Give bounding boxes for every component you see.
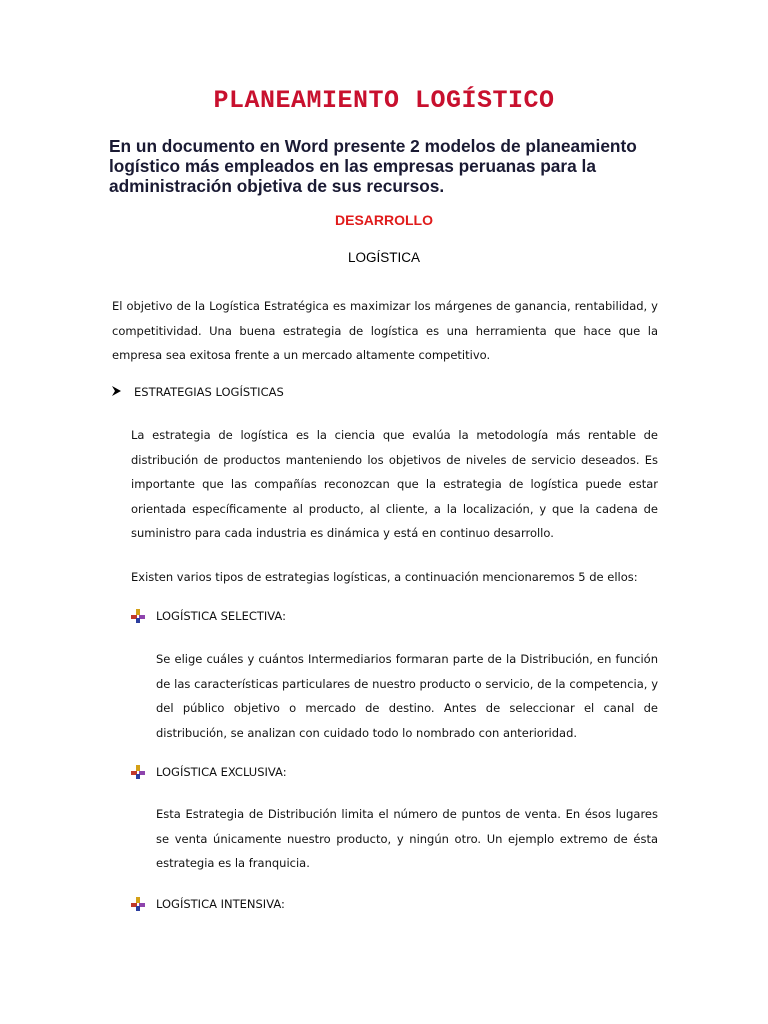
- four-square-bullet-icon: [131, 765, 145, 779]
- subheading-exclusiva-label: LOGÍSTICA EXCLUSIVA:: [156, 765, 287, 779]
- section-title: DESARROLLO: [335, 212, 433, 228]
- arrowhead-bullet-icon: [112, 386, 134, 399]
- paragraph-selectiva: Se elige cuáles y cuántos Intermediarios formaran parte de la Distribución, en función de las características particulares de nuestro producto o servicio, de la competencia, y del público objetivo o mercado de destino. Antes de seleccionar el canal de distribución, se analizan con cuidado todo lo nombrado con anterioridad.: [156, 652, 658, 740]
- heading-estrategias: [112, 385, 284, 399]
- paragraph-exclusiva: Esta Estrategia de Distribución limita el número de puntos de venta. En ésos lugares se venta únicamente nuestro producto, y ningún otro. Un ejemplo extremo de ésta estrategia es la franquicia.: [156, 807, 658, 870]
- subheading-selectiva: [131, 609, 286, 623]
- four-square-bullet-icon: [131, 897, 145, 911]
- paragraph-types: Existen varios tipos de estrategias logísticas, a continuación mencionaremos 5 de ellos:: [131, 570, 638, 584]
- paragraph-objective: El objetivo de la Logística Estratégica es maximizar los márgenes de ganancia, rentabilidad, y competitividad. Una buena estrategia de logística es una herramienta que hace que la empresa sea exitosa frente a un mercado altamente competitivo.: [112, 299, 658, 362]
- document-title: PLANEAMIENTO LOGÍSTICO: [213, 86, 555, 115]
- section-subtitle: LOGÍSTICA: [347, 250, 420, 265]
- subheading-exclusiva: [131, 765, 287, 779]
- intro-statement: En un documento en Word presente 2 modelos de planeamiento logístico más empleados en las empresas peruanas para la administración objetiva de sus recursos.: [109, 136, 637, 196]
- four-square-bullet-icon: [131, 609, 145, 623]
- heading-estrategias-label: ESTRATEGIAS LOGÍSTICAS: [134, 385, 284, 399]
- subheading-selectiva-label: LOGÍSTICA SELECTIVA:: [156, 609, 286, 623]
- subheading-intensiva-label: LOGÍSTICA INTENSIVA:: [156, 897, 285, 911]
- paragraph-strategy: La estrategia de logística es la ciencia que evalúa la metodología más rentable de distribución de productos manteniendo los objetivos de niveles de servicio deseados. Es importante que las compañías reconozcan que la estrategia de logística puede estar orientada específicamente al producto, al cliente, a la localización, y que la cadena de suministro para cada industria es dinámica y está en continuo desarrollo.: [131, 428, 658, 540]
- subheading-intensiva: [131, 897, 285, 911]
